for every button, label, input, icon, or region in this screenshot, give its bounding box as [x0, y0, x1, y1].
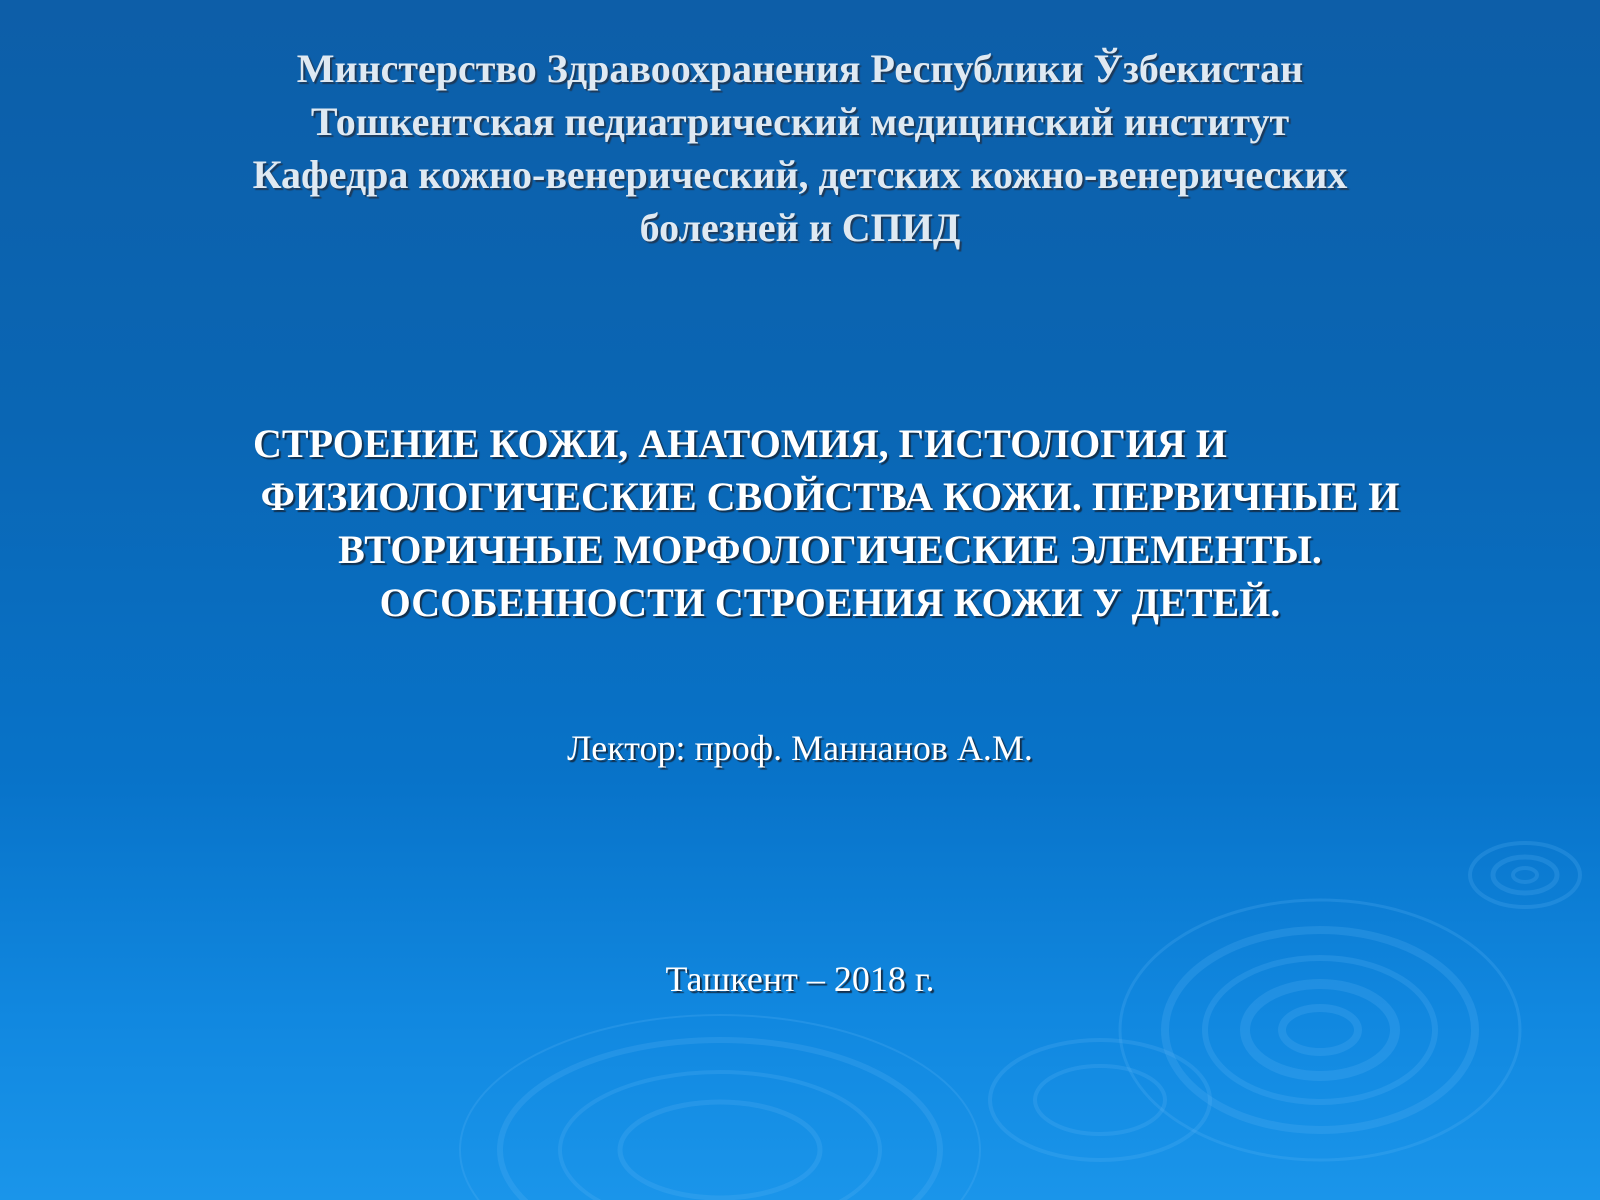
- title-line-3: ВТОРИЧНЫЕ МОРФОЛОГИЧЕСКИЕ ЭЛЕМЕНТЫ.: [338, 527, 1322, 572]
- title-line-4: ОСОБЕННОСТИ СТРОЕНИЯ КОЖИ У ДЕТЕЙ.: [379, 580, 1281, 625]
- department-line-continued: болезней и СПИД: [639, 205, 961, 250]
- city-and-year: Ташкент – 2018 г.: [665, 959, 935, 999]
- title-line-2: ФИЗИОЛОГИЧЕСКИЕ СВОЙСТВА КОЖИ. ПЕРВИЧНЫЕ И: [260, 474, 1400, 519]
- department-line: Кафедра кожно-венерический, детских кожно-венерических: [252, 152, 1348, 197]
- lecturer-name: Лектор: проф. Маннанов А.М.: [567, 728, 1033, 768]
- title-line-1: СТРОЕНИЕ КОЖИ, АНАТОМИЯ, ГИСТОЛОГИЯ И: [253, 421, 1227, 466]
- institute-line: Тошкентская педиатрический медицинский институт: [310, 99, 1290, 144]
- ministry-header: [0, 42, 1600, 254]
- ministry-line: Минстерство Здравоохранения Республики Ўзбекистан: [296, 46, 1304, 91]
